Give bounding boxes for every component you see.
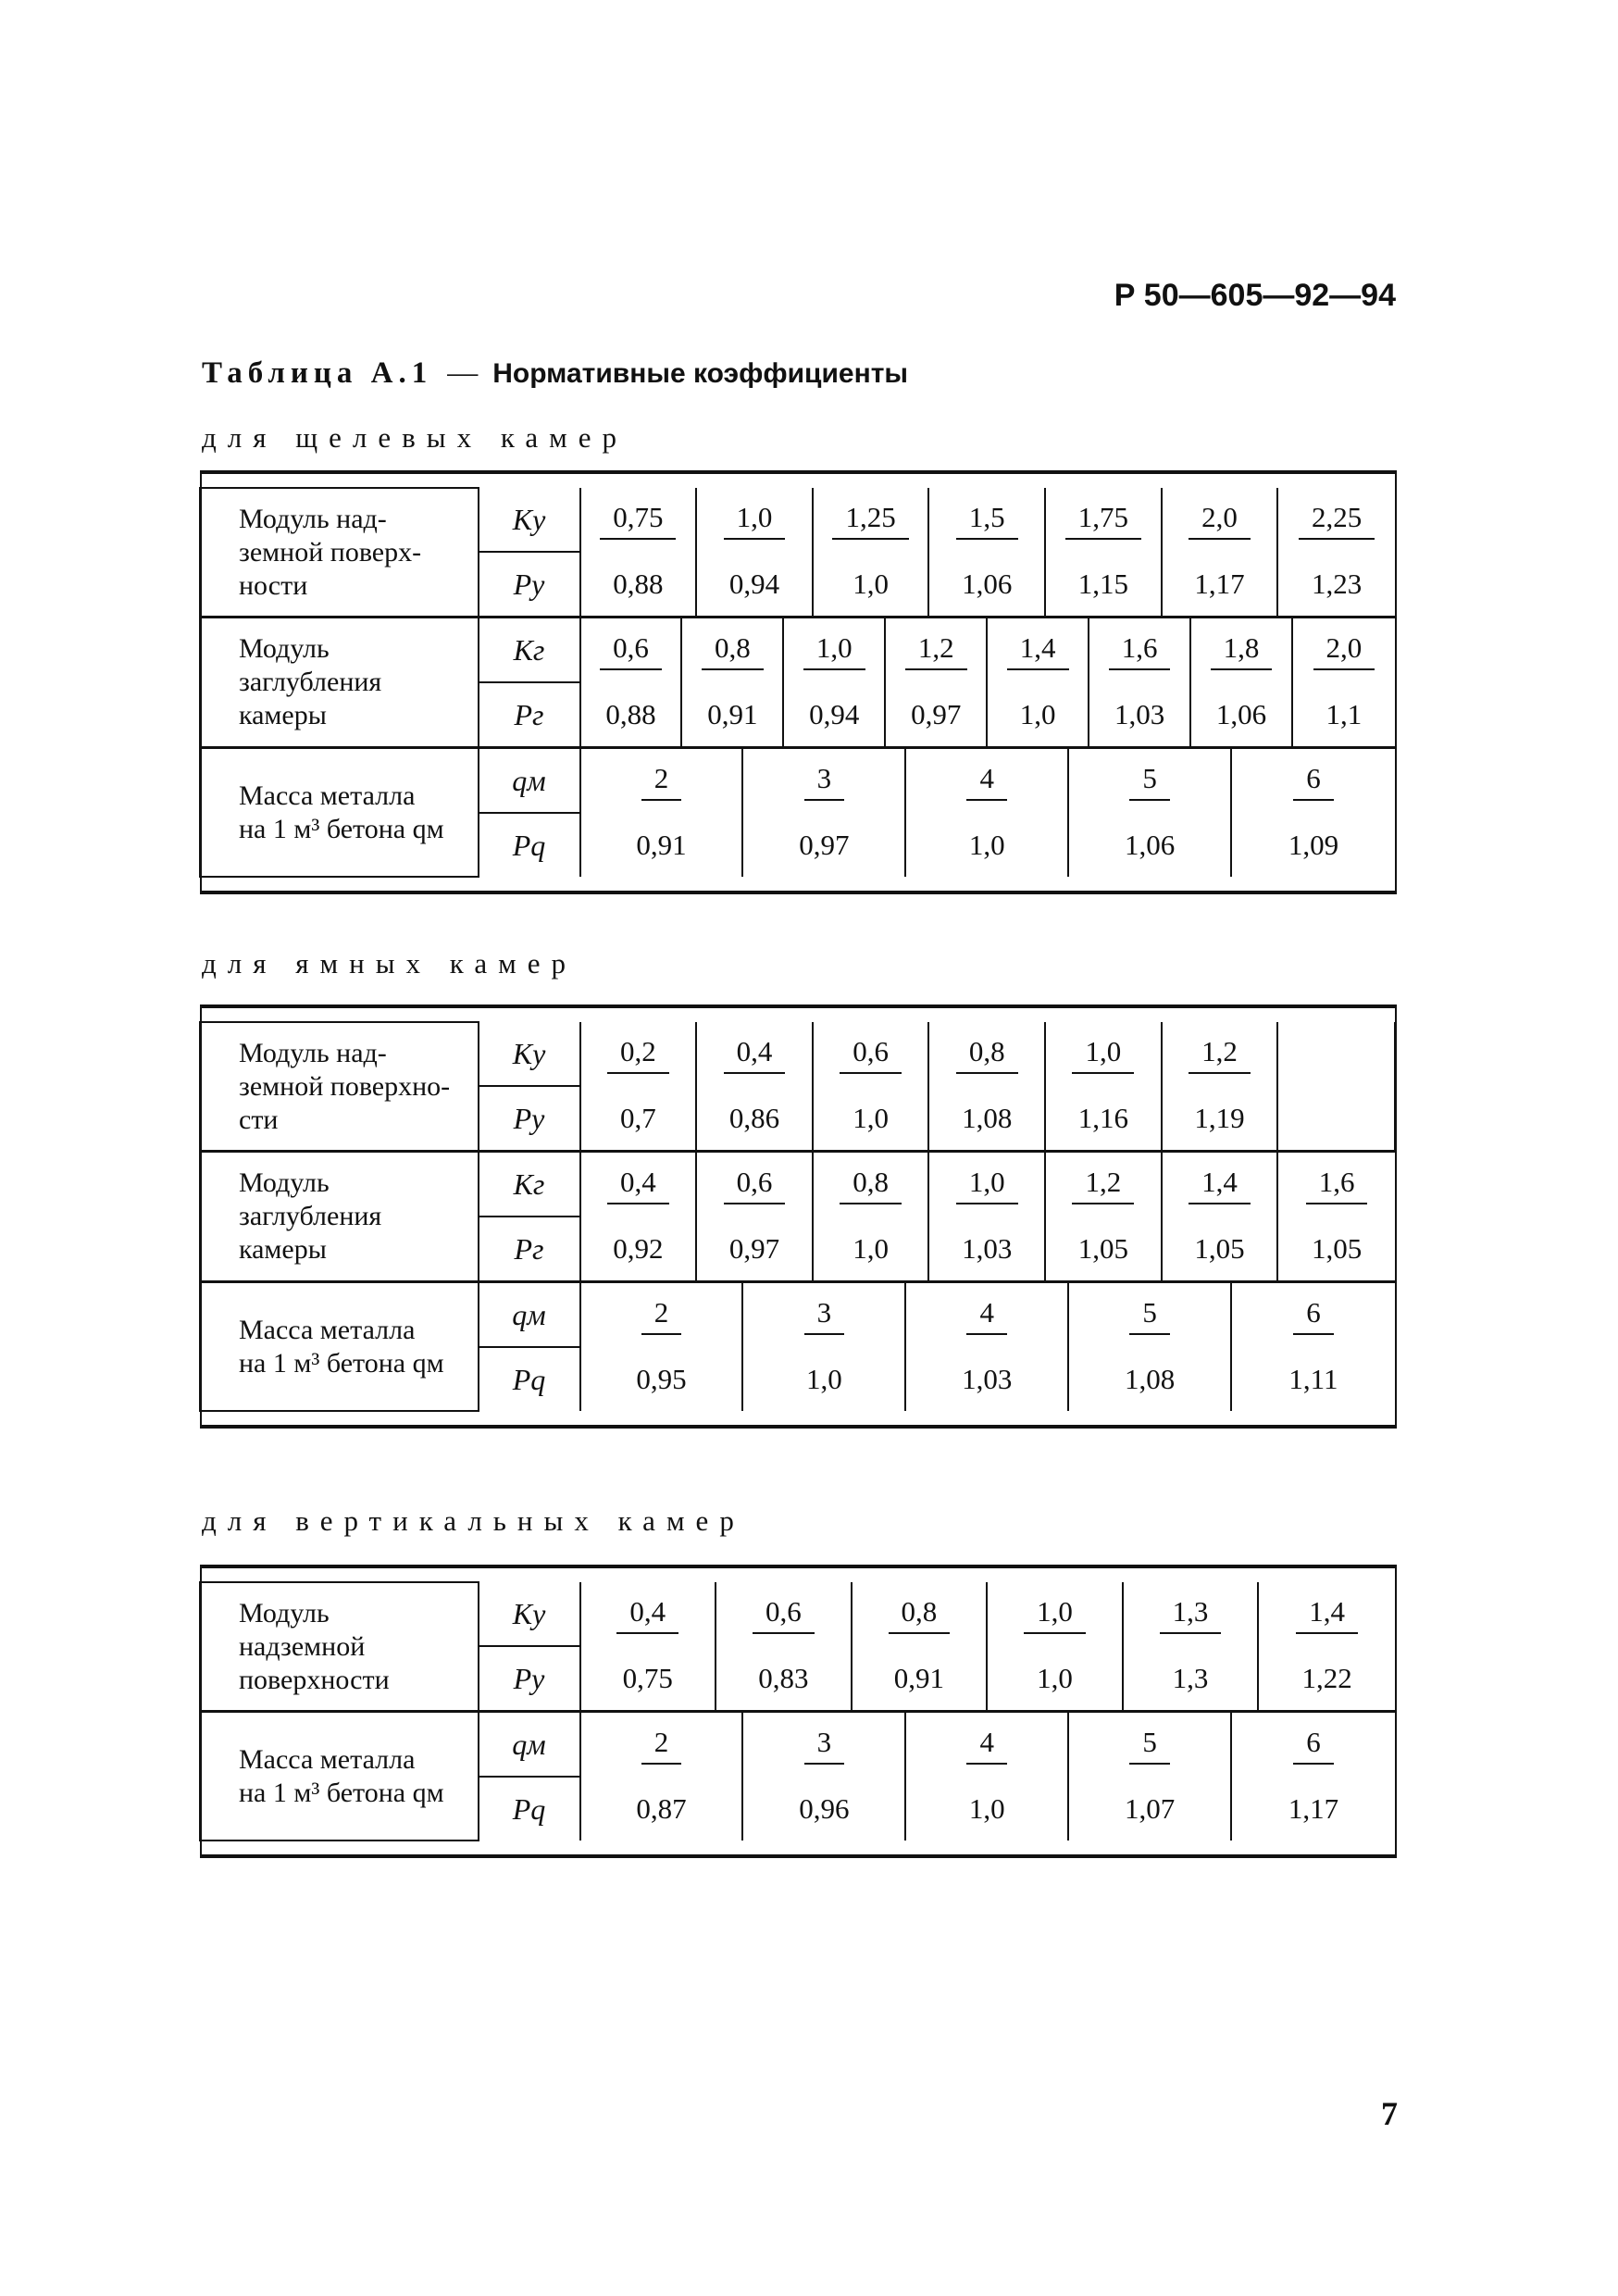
parameter-value-cell: [905, 748, 1068, 814]
parameter-value-cell: [885, 618, 987, 683]
coefficient-value: 1,05: [1277, 1217, 1396, 1282]
parameter-value-cell: [580, 748, 743, 814]
parameter-value: 0,8: [889, 1595, 951, 1634]
parameter-value: 3: [804, 1296, 845, 1335]
parameter-value: 1,0: [1072, 1035, 1134, 1074]
coefficient-value: 1,0: [813, 1217, 929, 1282]
parameter-value: 5: [1129, 762, 1170, 801]
coefficients-table-slit-chambers: [199, 470, 1397, 894]
coefficient-value: 0,83: [716, 1646, 852, 1712]
parameter-value: 1,2: [1072, 1166, 1134, 1204]
coefficient-value: 1,0: [813, 1086, 929, 1152]
parameter-value: 1,0: [803, 631, 865, 670]
coefficient-value: 1,1: [1292, 682, 1396, 748]
parameter-value-cell: [813, 1022, 929, 1086]
parameter-value-cell: [1123, 1582, 1259, 1646]
parameter-value-cell: [783, 618, 885, 683]
coefficient-value: 0,88: [580, 552, 697, 618]
parameter-value-cell: [580, 1152, 697, 1217]
parameter-value-cell: [987, 618, 1089, 683]
row-label: Масса металла на 1 м³ бетона qм: [201, 1712, 479, 1841]
parameter-symbol: Kг: [479, 618, 580, 683]
row-label: Масса металла на 1 м³ бетона qм: [201, 748, 479, 878]
coefficient-symbol: Pу: [479, 1086, 580, 1152]
parameter-value: 0,6: [840, 1035, 902, 1074]
table-bottom-gap: [201, 877, 1396, 892]
parameter-value-cell: [742, 1712, 905, 1778]
coefficient-value: 1,19: [1162, 1086, 1278, 1152]
parameter-value-cell: [1045, 1022, 1162, 1086]
coefficient-value: 1,07: [1068, 1777, 1231, 1841]
coefficient-value: 1,23: [1277, 552, 1396, 618]
parameter-value: 5: [1129, 1296, 1170, 1335]
table-title-text: Нормативные коэффициенты: [492, 358, 909, 389]
parameter-value-cell: [580, 1022, 697, 1086]
parameter-value: 0,8: [702, 631, 764, 670]
table-bottom-gap: [201, 1841, 1396, 1856]
coefficient-value: 0,88: [580, 682, 682, 748]
coefficient-value: 1,06: [1068, 813, 1231, 877]
parameter-value: 0,2: [607, 1035, 669, 1074]
parameter-value-cell: [813, 488, 929, 552]
parameter-value-cell: [681, 618, 783, 683]
parameter-value-cell: [580, 1712, 743, 1778]
parameter-value: 1,0: [956, 1166, 1018, 1204]
parameter-value-cell: [1231, 1712, 1396, 1778]
coefficient-symbol: Pq: [479, 813, 580, 877]
parameter-value: 1,6: [1109, 631, 1171, 670]
parameter-value-cell: [1292, 618, 1396, 683]
parameter-value: 2,25: [1299, 501, 1375, 540]
row-label: Модуль над- земной поверхно- сти: [201, 1022, 479, 1152]
coefficient-value: 1,16: [1045, 1086, 1162, 1152]
parameter-value: 0,4: [616, 1595, 678, 1634]
parameter-value: 1,3: [1160, 1595, 1222, 1634]
coefficient-value: 1,08: [928, 1086, 1045, 1152]
parameter-value-cell: [1089, 618, 1190, 683]
coefficient-symbol: Pq: [479, 1777, 580, 1841]
table-top-gap: [201, 1566, 1396, 1582]
parameter-value-cell: [1162, 1152, 1278, 1217]
coefficient-value: 1,03: [928, 1217, 1045, 1282]
parameter-value-cell: [1162, 1022, 1278, 1086]
parameter-value: 2: [641, 762, 682, 801]
coefficient-value: 0,97: [885, 682, 987, 748]
table-top-gap: [201, 1006, 1396, 1022]
parameter-value: 1,4: [1296, 1595, 1358, 1634]
parameter-symbol: Kу: [479, 1582, 580, 1646]
coefficient-symbol: Pу: [479, 552, 580, 618]
parameter-symbol: Kг: [479, 1152, 580, 1217]
parameter-value-cell: [696, 1022, 813, 1086]
coefficient-value: 0,91: [852, 1646, 988, 1712]
coefficient-value: 1,0: [813, 552, 929, 618]
coefficient-value: 0,75: [580, 1646, 716, 1712]
parameter-value: 4: [966, 1726, 1007, 1765]
coefficient-value: 1,0: [905, 813, 1068, 877]
coefficient-value: 1,0: [987, 1646, 1123, 1712]
parameter-value: 1,2: [905, 631, 967, 670]
row-label: Модуль над- земной поверх- ности: [201, 488, 479, 618]
parameter-value: 6: [1293, 762, 1334, 801]
parameter-symbol: qм: [479, 1282, 580, 1348]
coefficient-value: 0,96: [742, 1777, 905, 1841]
parameter-value-cell: [928, 488, 1045, 552]
coefficient-value: 0,87: [580, 1777, 743, 1841]
parameter-value: 1,6: [1306, 1166, 1368, 1204]
parameter-value: 1,75: [1065, 501, 1141, 540]
parameter-value-cell: [1190, 618, 1292, 683]
parameter-value: 2,0: [1313, 631, 1375, 670]
parameter-value-cell: [987, 1582, 1123, 1646]
parameter-value-cell: [1045, 488, 1162, 552]
table-label: Таблица А.1: [202, 356, 433, 390]
coefficient-value: 0,92: [580, 1217, 697, 1282]
coefficient-value: 1,03: [905, 1347, 1068, 1411]
parameter-value: 4: [966, 762, 1007, 801]
parameter-value-cell: [716, 1582, 852, 1646]
coefficient-value: 0,91: [681, 682, 783, 748]
coefficient-value: 1,06: [1190, 682, 1292, 748]
coefficient-symbol: Pг: [479, 1217, 580, 1282]
coefficient-value: 1,05: [1162, 1217, 1278, 1282]
parameter-value: 4: [966, 1296, 1007, 1335]
coefficient-value: 1,17: [1162, 552, 1278, 618]
coefficient-value: 0,86: [696, 1086, 813, 1152]
parameter-value-cell: [1231, 1282, 1396, 1348]
parameter-value: 1,5: [956, 501, 1018, 540]
parameter-value-cell: [928, 1152, 1045, 1217]
parameter-value: 5: [1129, 1726, 1170, 1765]
parameter-symbol: qм: [479, 748, 580, 814]
parameter-value: 0,8: [956, 1035, 1018, 1074]
parameter-value: 1,4: [1189, 1166, 1251, 1204]
parameter-value-cell: [696, 488, 813, 552]
coefficient-value: 1,06: [928, 552, 1045, 618]
parameter-value: 0,75: [600, 501, 676, 540]
parameter-value-cell: [1277, 1152, 1396, 1217]
parameter-value: 0,6: [600, 631, 662, 670]
page-number: 7: [1381, 2095, 1398, 2132]
coefficient-value: 0,94: [696, 552, 813, 618]
coefficient-symbol: Pq: [479, 1347, 580, 1411]
parameter-value-cell: [1231, 748, 1396, 814]
coefficient-symbol: Pу: [479, 1646, 580, 1712]
parameter-value: 1,4: [1007, 631, 1069, 670]
parameter-value: 0,8: [840, 1166, 902, 1204]
table-title: Таблица А.1 — Нормативные коэффициенты: [202, 356, 909, 390]
row-label: Масса металла на 1 м³ бетона qм: [201, 1282, 479, 1412]
parameter-value: 1,25: [832, 501, 908, 540]
document-code: Р 50—605—92—94: [1114, 278, 1396, 313]
parameter-symbol: Kу: [479, 488, 580, 552]
parameter-value-cell: [1045, 1152, 1162, 1217]
coefficient-value: 0,95: [580, 1347, 743, 1411]
parameter-value: 3: [804, 1726, 845, 1765]
parameter-value-cell: [580, 488, 697, 552]
parameter-value-cell: [1068, 748, 1231, 814]
coefficient-value: 1,17: [1231, 1777, 1396, 1841]
parameter-value-cell: [852, 1582, 988, 1646]
parameter-value: 6: [1293, 1296, 1334, 1335]
coefficient-value: 1,03: [1089, 682, 1190, 748]
coefficient-value: 1,3: [1123, 1646, 1259, 1712]
parameter-value: 2: [641, 1726, 682, 1765]
coefficients-table-pit-chambers: [199, 1004, 1397, 1429]
coefficients-table-vertical-chambers: [199, 1565, 1397, 1858]
table-bottom-gap: [201, 1411, 1396, 1427]
parameter-value-cell: [1068, 1712, 1231, 1778]
empty-cell: [1277, 1022, 1396, 1152]
parameter-value-cell: [1162, 488, 1278, 552]
coefficient-value: 1,09: [1231, 813, 1396, 877]
row-label: Модуль заглубления камеры: [201, 618, 479, 748]
coefficient-symbol: Pг: [479, 682, 580, 748]
parameter-value-cell: [580, 618, 682, 683]
parameter-value: 0,4: [724, 1035, 786, 1074]
parameter-value-cell: [905, 1712, 1068, 1778]
parameter-value: 2: [641, 1296, 682, 1335]
parameter-value: 1,0: [1024, 1595, 1086, 1634]
parameter-symbol: Kу: [479, 1022, 580, 1086]
coefficient-value: 0,7: [580, 1086, 697, 1152]
parameter-value: 1,2: [1189, 1035, 1251, 1074]
parameter-value: 0,4: [607, 1166, 669, 1204]
parameter-value-cell: [696, 1152, 813, 1217]
parameter-value: 0,6: [724, 1166, 786, 1204]
parameter-value-cell: [1277, 488, 1396, 552]
parameter-symbol: qм: [479, 1712, 580, 1778]
coefficient-value: 1,11: [1231, 1347, 1396, 1411]
parameter-value-cell: [905, 1282, 1068, 1348]
section-title: для щелевых камер: [202, 421, 629, 454]
coefficient-value: 1,0: [987, 682, 1089, 748]
parameter-value-cell: [742, 1282, 905, 1348]
section-title: для ямных камер: [202, 947, 578, 980]
table-top-gap: [201, 472, 1396, 488]
parameter-value: 1,8: [1211, 631, 1273, 670]
parameter-value-cell: [742, 748, 905, 814]
parameter-value-cell: [1258, 1582, 1396, 1646]
parameter-value-cell: [580, 1282, 743, 1348]
parameter-value-cell: [580, 1582, 716, 1646]
section-title: для вертикальных камер: [202, 1504, 745, 1537]
coefficient-value: 1,05: [1045, 1217, 1162, 1282]
coefficient-value: 1,08: [1068, 1347, 1231, 1411]
coefficient-value: 0,97: [696, 1217, 813, 1282]
coefficient-value: 1,15: [1045, 552, 1162, 618]
coefficient-value: 1,22: [1258, 1646, 1396, 1712]
parameter-value: 3: [804, 762, 845, 801]
coefficient-value: 0,94: [783, 682, 885, 748]
parameter-value: 0,6: [753, 1595, 815, 1634]
row-label: Модуль заглубления камеры: [201, 1152, 479, 1282]
row-label: Модуль надземной поверхности: [201, 1582, 479, 1712]
coefficient-value: 0,97: [742, 813, 905, 877]
coefficient-value: 1,0: [742, 1347, 905, 1411]
parameter-value-cell: [813, 1152, 929, 1217]
coefficient-value: 1,0: [905, 1777, 1068, 1841]
parameter-value: 2,0: [1189, 501, 1251, 540]
parameter-value-cell: [1068, 1282, 1231, 1348]
parameter-value: 1,0: [724, 501, 786, 540]
parameter-value-cell: [928, 1022, 1045, 1086]
parameter-value: 6: [1293, 1726, 1334, 1765]
coefficient-value: 0,91: [580, 813, 743, 877]
